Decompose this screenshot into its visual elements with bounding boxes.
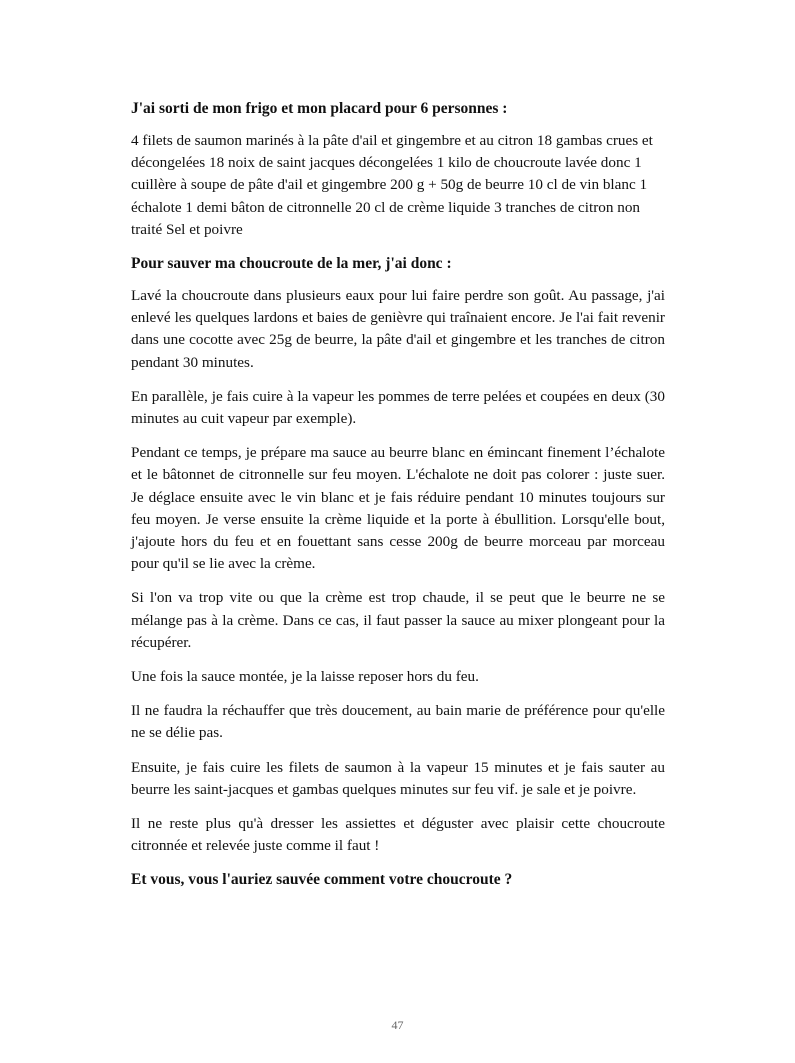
page-number: 47 <box>391 1018 404 1032</box>
step-paragraph: Ensuite, je fais cuire les filets de saumon à la vapeur 15 minutes et je fais sauter au beurre les saint-jacques et gambas quelques minutes sur feu vif. je sale et je poivre. <box>131 758 665 798</box>
step-paragraph: Si l'on va trop vite ou que la crème est trop chaude, il se peut que le beurre ne se mélange pas à la crème. Dans ce cas, il faut passer la sauce au mixer plongeant pour la récupérer. <box>131 589 665 651</box>
document-body <box>131 98 665 901</box>
closing-question: Et vous, vous l'auriez sauvée comment votre choucroute ? <box>131 871 513 889</box>
step-paragraph: Lavé la choucroute dans plusieurs eaux pour lui faire perdre son goût. Au passage, j'ai enlevé les quelques lardons et baies de genièvre qui traînaient encore. Je l'ai fait revenir dans une cocotte avec 25g de beurre, la pâte d'ail et gingembre et les tranches de citron pendant 30 minutes. <box>131 287 665 371</box>
step-paragraph: En parallèle, je fais cuire à la vapeur les pommes de terre pelées et coupées en deux (30 minutes au cuit vapeur par exemple). <box>131 387 665 428</box>
step-paragraph: Il ne reste plus qu'à dresser les assiettes et déguster avec plaisir cette choucroute citronnée et relevée juste comme il faut ! <box>131 815 665 855</box>
step-paragraph: Pendant ce temps, je prépare ma sauce au beurre blanc en émincant finement l’échalote et le bâtonnet de citronnelle sur feu moyen. L'échalote ne doit pas colorer : juste suer. Je déglace ensuite avec le vin blanc et je fais réduire pendant 10 minutes toujours sur feu moyen. Je verse ensuite la crème liquide et la porte à ébullition. Lorsqu'elle bout, j'ajoute hors du feu et en fouettant sans cesse 200g de beurre morceau par morceau pour qu'il se lie avec la crème. <box>131 444 665 573</box>
steps-heading: Pour sauver ma choucroute de la mer, j'ai donc : <box>131 255 452 273</box>
step-paragraph: Une fois la sauce montée, je la laisse reposer hors du feu. <box>131 668 479 686</box>
step-paragraph: Il ne faudra la réchauffer que très doucement, au bain marie de préférence pour qu'elle ne se délie pas. <box>131 702 665 742</box>
ingredients-paragraph: 4 filets de saumon marinés à la pâte d'ail et gingembre et au citron 18 gambas crues et décongelées 18 noix de saint jacques décongelées 1 kilo de choucroute lavée donc 1 cuillère à soupe de pâte d'ail et gingembre 200 g + 50g de beurre 10 cl de vin blanc 1 échalote 1 demi bâton de citronnelle 20 cl de crème liquide 3 tranches de citron non traité Sel et poivre <box>131 132 653 238</box>
ingredients-heading: J'ai sorti de mon frigo et mon placard pour 6 personnes : <box>131 100 508 117</box>
